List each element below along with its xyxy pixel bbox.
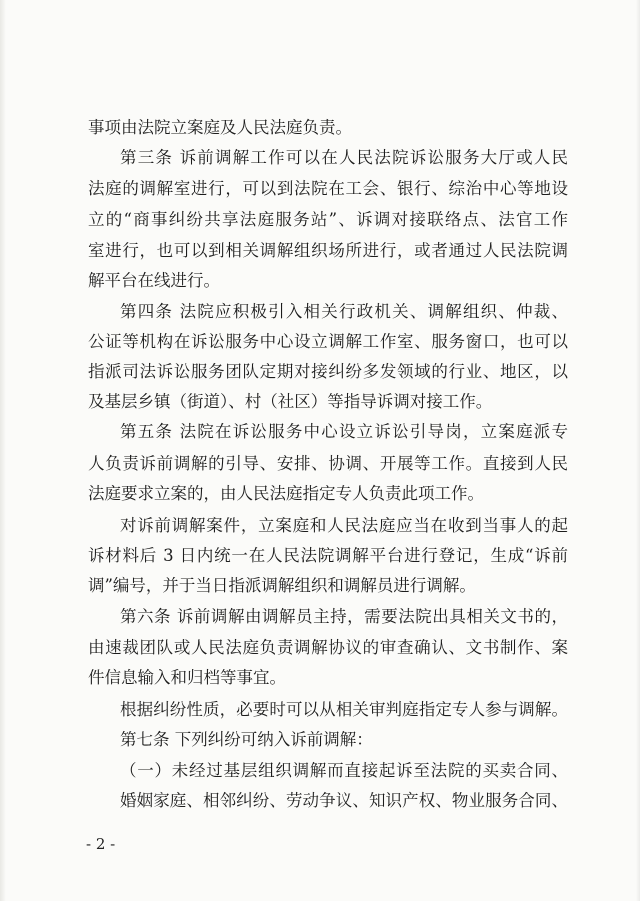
scan-edge-left: [0, 0, 6, 901]
text-line-article-5: 第五条 法院在诉讼服务中心设立诉讼引导岗，立案庭派专: [120, 422, 568, 441]
text-line-14: 对诉前调解案件，立案庭和人民法庭应当在收到当事人的起: [120, 516, 568, 535]
text-line-13: 法庭要求立案的，由人民法庭指定专人负责此项工作。: [88, 484, 484, 503]
text-line-article-7: 第七条 下列纠纷可纳入诉前调解：: [120, 730, 373, 749]
text-line-3: 法庭的调解室进行，可以到法院在工会、银行、综治中心等地设: [88, 179, 568, 198]
text-line-1: 事项由法院立案庭及人民法庭负责。: [88, 118, 352, 137]
text-line-10: 及基层乡镇（街道）、村（社区）等指导诉调对接工作。: [88, 392, 493, 411]
scan-edge-right: [636, 0, 640, 901]
text-line-22: （一）未经过基层组织调解而直接起诉至法院的买卖合同、: [120, 761, 568, 780]
text-line-20: 根据纠纷性质，必要时可以从相关审判庭指定专人参与调解。: [120, 700, 568, 719]
page-number: - 2 -: [86, 835, 116, 853]
text-line-15: 诉材料后 3 日内统一在人民法院调解平台进行登记，生成“诉前: [88, 546, 568, 565]
text-line-18: 由速裁团队或人民法庭负责调解协议的审查确认、文书制作、案: [88, 638, 568, 657]
text-line-23: 婚姻家庭、相邻纠纷、劳动争议、知识产权、物业服务合同、: [120, 791, 568, 810]
text-line-article-6: 第六条 诉前调解由调解员主持，需要法院出具相关文书的，: [120, 607, 568, 626]
text-line-8: 公证等机构在诉讼服务中心设立调解工作室、服务窗口，也可以: [88, 332, 568, 351]
text-line-9: 指派司法诉讼服务团队定期对接纠纷多发领域的行业、地区，以: [88, 362, 568, 381]
text-line-12: 人负责诉前调解的引导、安排、协调、开展等工作。直接到人民: [88, 454, 568, 473]
text-line-16: 调”编号，并于当日指派调解组织和调解员进行调解。: [88, 576, 476, 595]
text-line-article-4: 第四条 法院应积极引入相关行政机关、调解组织、仲裁、: [120, 302, 568, 321]
text-line-4: 立的“商事纠纷共享法庭服务站”、诉调对接联络点、法官工作: [88, 210, 568, 229]
text-line-6: 解平台在线进行。: [88, 271, 220, 290]
text-line-19: 件信息输入和归档等事宜。: [88, 668, 286, 687]
text-line-article-3: 第三条 诉前调解工作可以在人民法院诉讼服务大厅或人民: [120, 148, 568, 167]
text-line-5: 室进行，也可以到相关调解组织场所进行，或者通过人民法院调: [88, 241, 568, 260]
